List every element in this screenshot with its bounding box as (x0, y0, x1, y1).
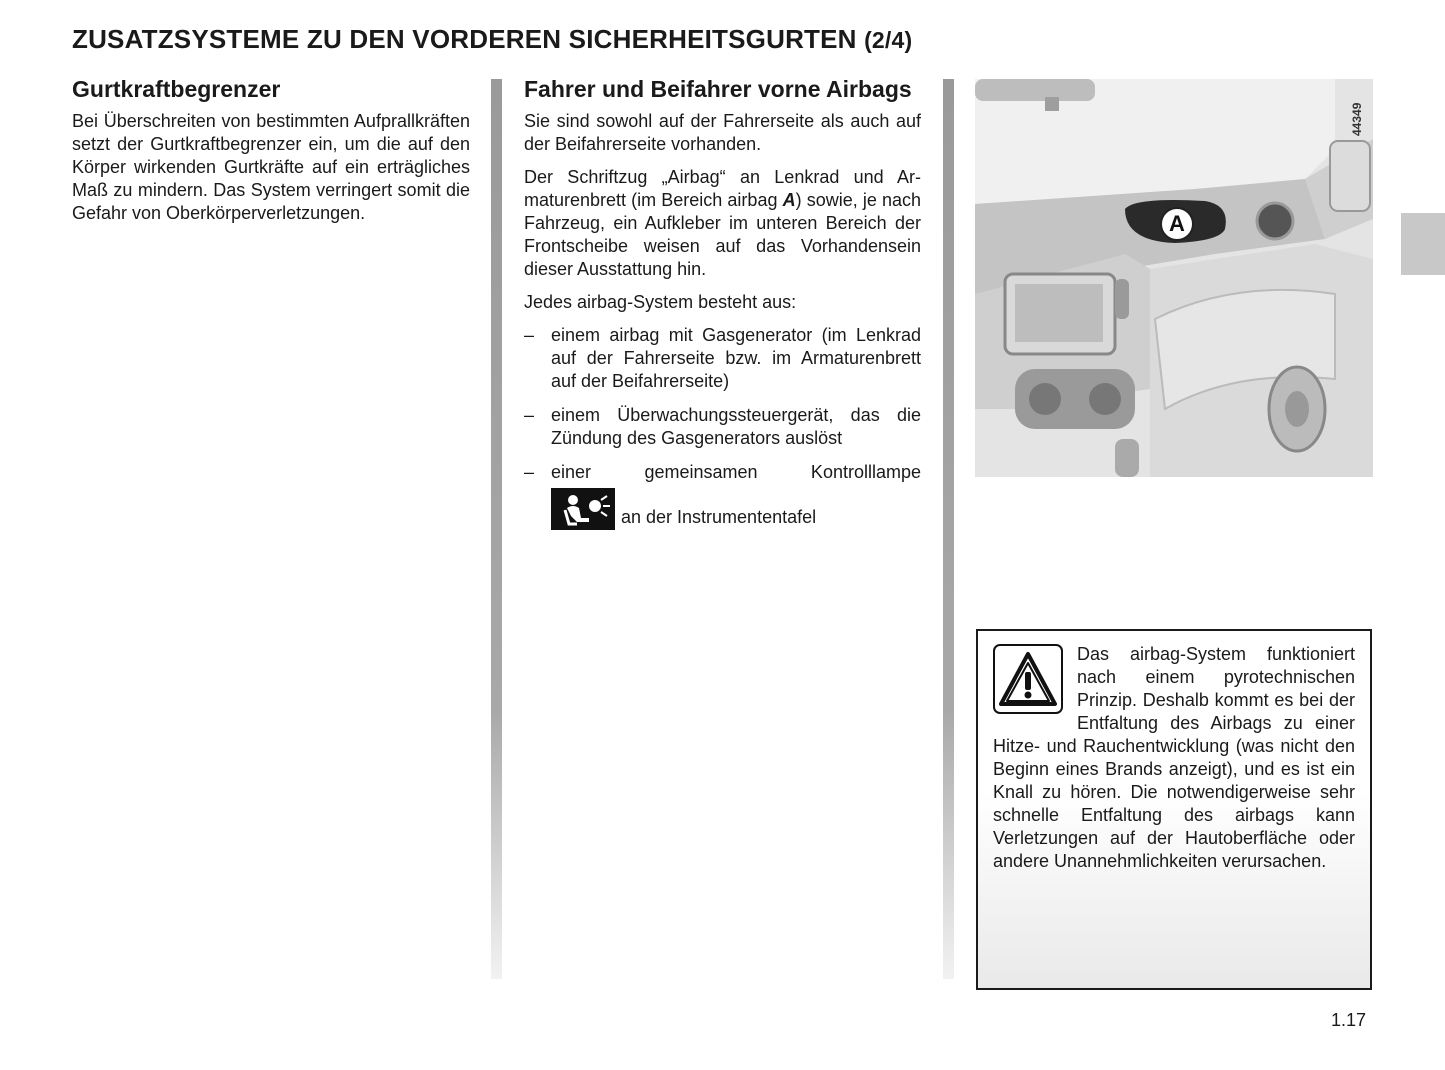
section-heading-front-airbags: Fahrer und Beifahrer vorne Airbags (524, 76, 912, 102)
list-item-text: einer gemeinsamen Kontrolllampe (551, 462, 921, 482)
page-title (72, 24, 912, 55)
lamp-line (551, 488, 921, 530)
list-item (524, 324, 921, 393)
section-heading-belt-limiter: Gurtkraftbegrenzer (72, 76, 281, 102)
list-dash: – (524, 462, 535, 482)
page-number: 1.17 (1331, 1010, 1367, 1030)
belt-limiter-paragraph: Bei Überschreiten von bestimmten Aufprallkräften setzt der Gurtkraftbegrenzer ein, um die auf den Körper wirkenden Gurtkräfte auf ein erträgliches Maß zu mindern. Das System verringert somit die Gefahr von Oberkörperverletzungen. (72, 111, 470, 223)
middle-column (524, 75, 921, 541)
list-dash: – (524, 325, 535, 345)
dashboard-photo (975, 79, 1373, 477)
airbag-label-text-after: ) sowie, je nach Fahrzeug, ein Aufkleber im unteren Bereich der Frontscheibe weisen auf das Vorhandensein dieser Ausstattung hin. (524, 190, 922, 279)
airbags-intro-paragraph: Sie sind sowohl auf der Fahrerseite als auch auf der Beifahrerseite vorhanden. (524, 111, 921, 154)
list-item-text: einem Überwachungssteuergerät, das die Zündung des Gasgenerators auslöst (551, 405, 921, 448)
column-separator-left (491, 79, 502, 979)
airbag-label-paragraph (524, 166, 921, 281)
list-item (524, 461, 921, 530)
left-column (72, 75, 470, 235)
list-item (524, 404, 921, 450)
airbag-system-list-intro: Jedes airbag-System besteht aus: (524, 292, 797, 312)
lamp-line-text: an der Instrumententafel (621, 507, 817, 527)
page-title-text: ZUSATZSYSTEME ZU DEN VORDEREN SICHERHEITSGURTEN (72, 24, 857, 54)
column-separator-right (943, 79, 954, 979)
figure-label-reference: A (782, 190, 796, 210)
chapter-side-tab (1401, 213, 1445, 275)
warning-box (976, 629, 1372, 990)
airbag-components-list (524, 324, 921, 530)
airbag-warning-lamp-icon (551, 488, 615, 530)
list-item-text: einem airbag mit Gasgenerator (im Lenkrad auf der Fahrerseite bzw. im Armaturenbrett auf der Beifahrerseite) (551, 325, 921, 391)
list-dash: – (524, 405, 535, 425)
figure-number: 44349 (1350, 102, 1364, 136)
page-title-part: (2/4) (864, 27, 913, 53)
warning-text: Das airbag-System funktioniert nach einem pyrotechnischen Prinzip. Deshalb kommt es bei der Entfaltung des Airbags zu einer Hitze- und Rauchentwicklung (was nicht den Beginn eines Brands anzeigt), und es ist ein Knall zu hören. Die notwendigerweise sehr schnelle Entfaltung des airbags kann Verletzungen auf der Hautoberfläche oder andere Unannehmlichkeiten verursachen. (993, 644, 1355, 871)
airbag-label-text-before: Der Schriftzug „Airbag“ an Lenkrad und Armaturenbrett (im Bereich airbag (524, 167, 921, 210)
figure-label-a: A (1160, 207, 1194, 241)
warning-triangle-icon (993, 644, 1063, 714)
